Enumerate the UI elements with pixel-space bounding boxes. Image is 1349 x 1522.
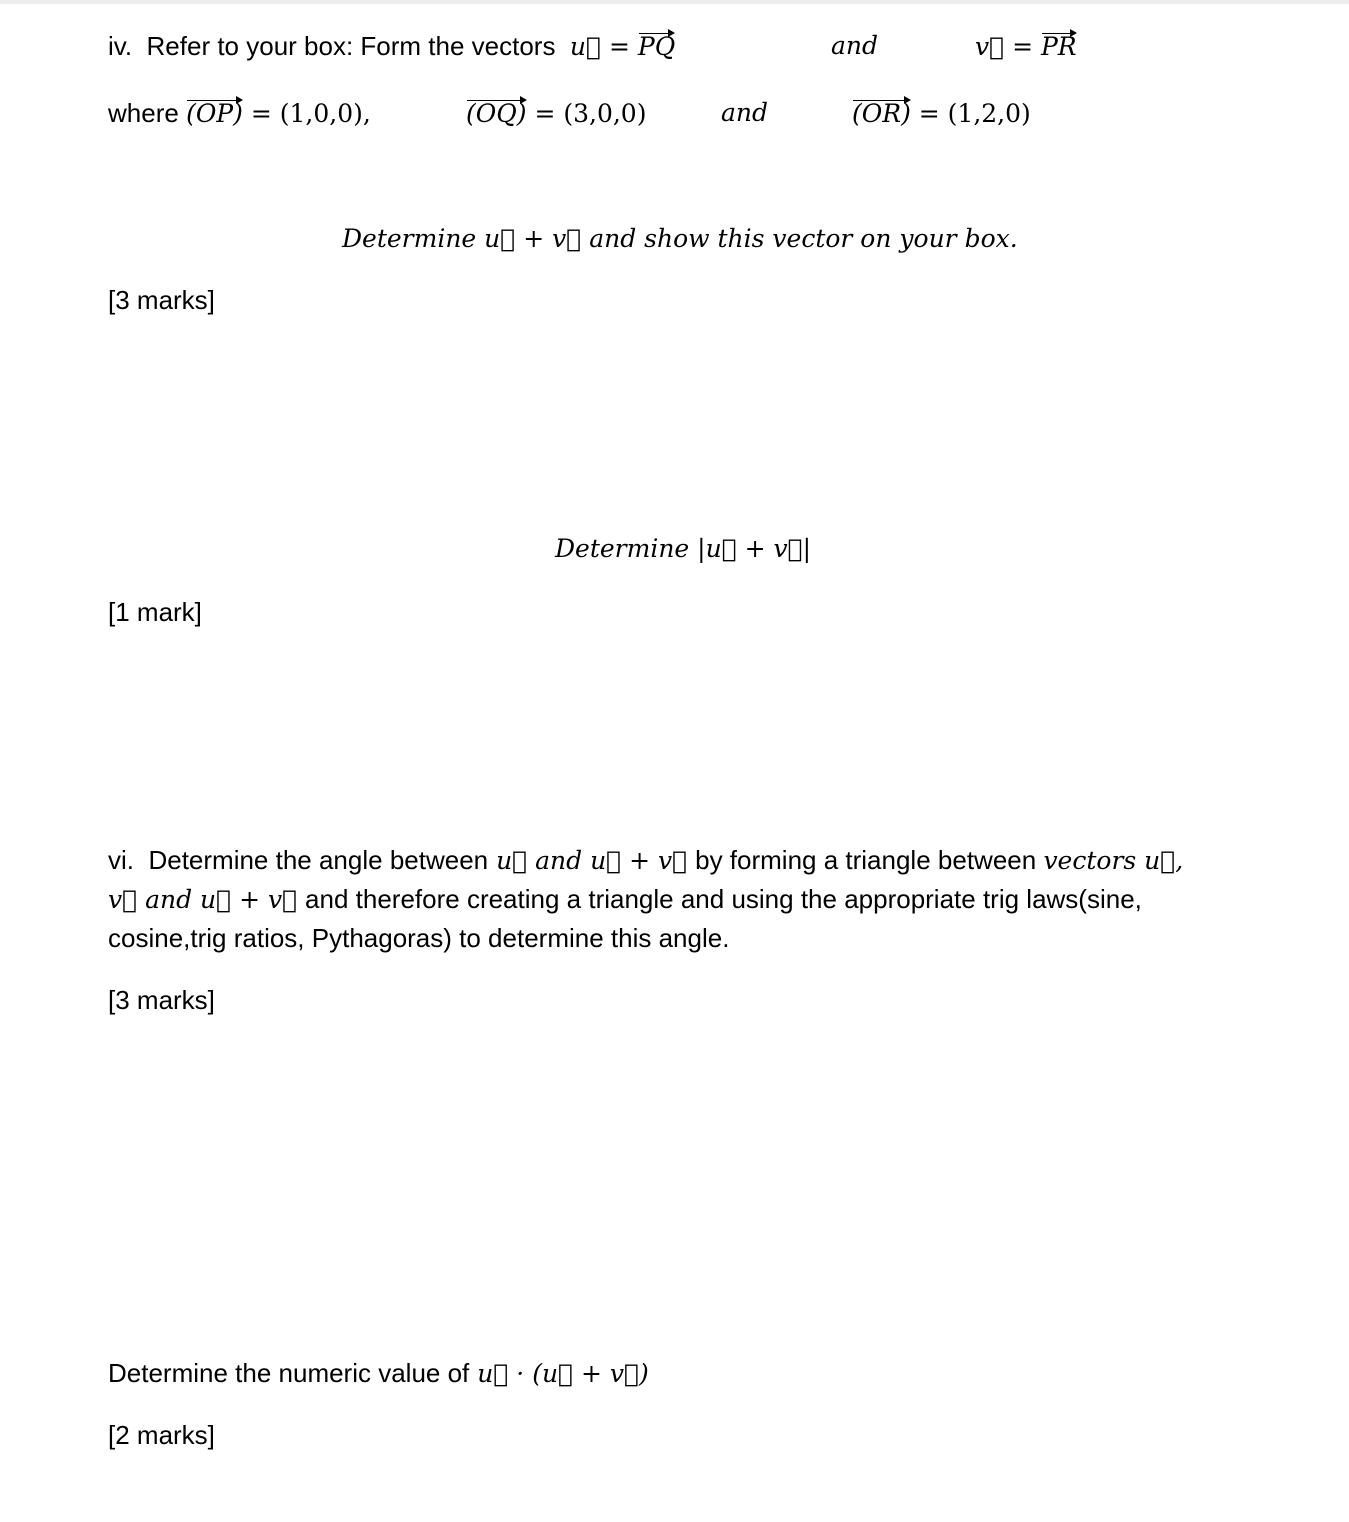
q4-line1 [108,30,675,63]
q4-line2 [108,97,371,130]
q4-task: Determine u⃗ + v⃗ and show this vector on your box. [342,224,1018,253]
v-def: v⃗ = [975,32,1041,61]
q6-text-1: Determine the angle between [148,845,489,875]
q6-label: vi. [108,845,134,875]
vector-or: (OR) [852,99,911,128]
q5-marks: [1 mark] [108,597,202,627]
q7-marks: [2 marks] [108,1420,215,1450]
q6-math-1: u⃗ and u⃗ + v⃗ [488,846,696,875]
q4-marks: [3 marks] [108,285,215,315]
q6-marks: [3 marks] [108,985,215,1015]
or-value: = (1,2,0) [910,99,1031,128]
q6-text-3: and therefore creating a triangle and using the appropriate trig laws(sine, cosine,trig ratios, Pythagoras) to determine this angle. [108,884,1142,953]
vector-pr: PR [1040,32,1077,61]
q4-intro: Refer to your box: Form the vectors [146,31,556,61]
oq-value: = (3,0,0) [526,99,647,128]
top-edge [0,0,1349,4]
q7-task: Determine the numeric value of [108,1358,470,1388]
q7-question [108,1357,649,1390]
vector-op: (OP) [186,99,243,128]
q4-label: iv. [108,31,133,61]
q4-oq [466,97,646,130]
q4-and-1: and [831,31,879,60]
q6-question [108,841,1218,958]
op-value: = (1,0,0), [242,99,371,128]
vector-pq: PQ [637,32,676,61]
q4-and-2: and [721,98,769,127]
u-def: u⃗ = [569,32,638,61]
where-text: where [108,98,179,128]
q6-text-2: by forming a triangle between [695,845,1037,875]
q5-task: Determine |u⃗ + v⃗| [555,534,812,563]
q6-math-2: vectors u⃗, v⃗ and u⃗ + v⃗ [108,846,1184,914]
vector-oq: (OQ) [466,99,527,128]
q4-v-def [975,30,1077,63]
q4-or [852,97,1031,130]
q7-expr: u⃗ · (u⃗ + v⃗) [469,1359,649,1388]
